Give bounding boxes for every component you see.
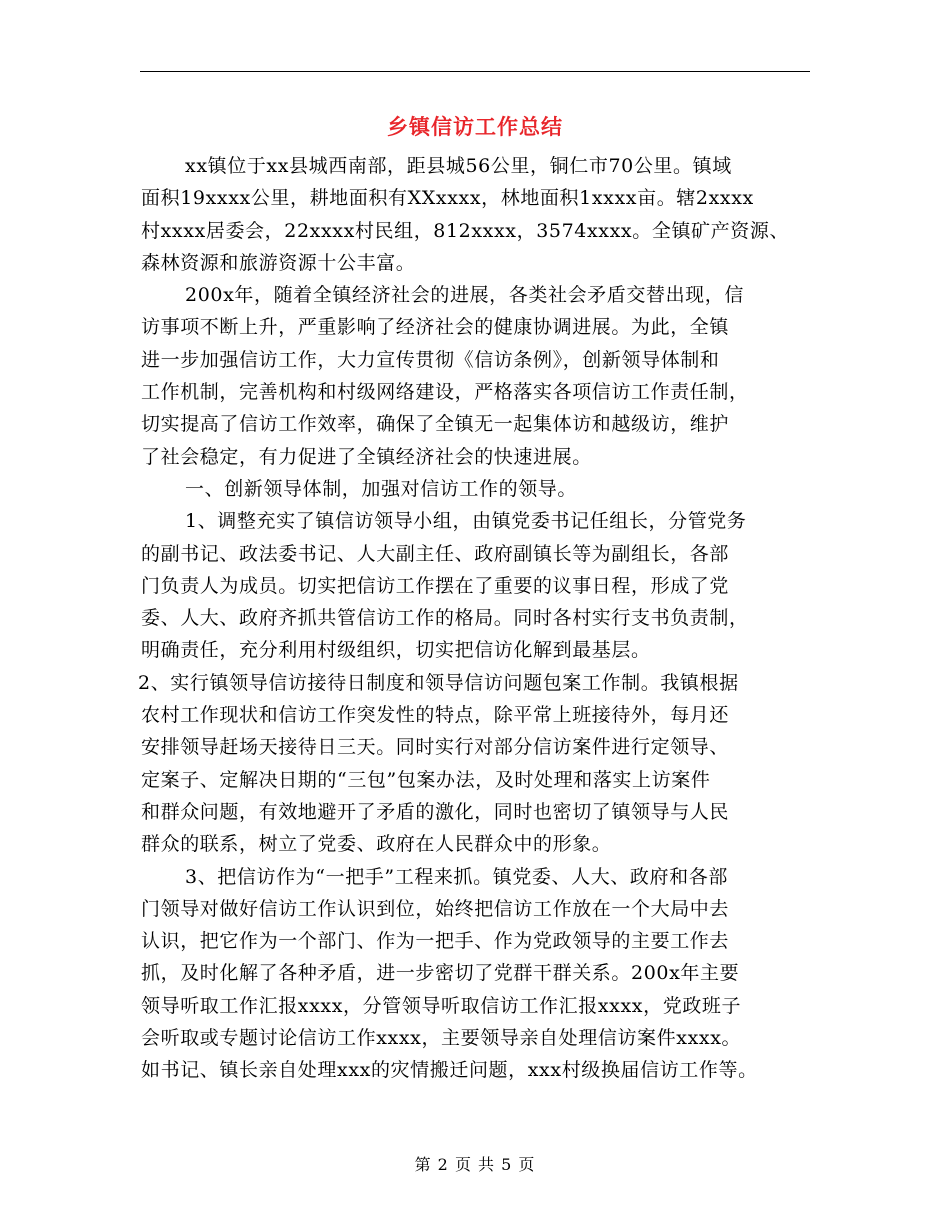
body-line: 1、调整充实了镇信访领导小组，由镇党委书记任组长，分管党务 — [185, 510, 747, 533]
section-heading: 一、创新领导体制，加强对信访工作的领导。 — [185, 477, 578, 500]
document-title: 乡镇信访工作总结 — [387, 114, 563, 139]
body-line: 了社会稳定，有力促进了全镇经济社会的快速进展。 — [141, 445, 592, 468]
body-line: 面积19xxxx公里，耕地面积有XXxxxx，林地面积1xxxx亩。辖2xxxx — [141, 187, 754, 210]
body-line: 安排领导赶场天接待日三天。同时实行对部分信访案件进行定领导、 — [141, 736, 730, 759]
body-line: 委、人大、政府齐抓共管信访工作的格局。同时各村实行支书负责制， — [141, 607, 749, 630]
body-line: xx镇位于xx县城西南部，距县城56公里，铜仁市70公里。镇域 — [185, 155, 732, 177]
body-line: 3、把信访作为“一把手”工程来抓。镇党委、人大、政府和各部 — [185, 865, 728, 888]
header-rule — [140, 71, 810, 72]
body-line: 工作机制，完善机构和村级网络建设，严格落实各项信访工作责任制， — [141, 381, 749, 404]
body-line: 如书记、镇长亲自处理xxx的灾情搬迁问题，xxx村级换届信访工作等。 — [141, 1059, 758, 1082]
body-line: 的副书记、政法委书记、人大副主任、政府副镇长等为副组长，各部 — [141, 542, 730, 565]
body-line: 农村工作现状和信访工作突发性的特点，除平常上班接待外，每月还 — [141, 704, 730, 727]
body-line: 门领导对做好信访工作认识到位，始终把信访工作放在一个大局中去 — [141, 897, 730, 920]
body-line: 会听取或专题讨论信访工作xxxx，主要领导亲自处理信访案件xxxx。 — [141, 1027, 742, 1050]
page-number: 第 2 页 共 5 页 — [414, 1155, 536, 1174]
body-line: 村xxxx居委会，22xxxx村民组，812xxxx，3574xxxx。全镇矿产资源、 — [141, 219, 790, 242]
body-line: 明确责任，充分利用村级组织，切实把信访化解到最基层。 — [141, 639, 651, 662]
body-line: 领导听取工作汇报xxxx，分管领导听取信访工作汇报xxxx，党政班子 — [141, 994, 742, 1017]
body-line: 和群众问题，有效地避开了矛盾的激化，同时也密切了镇领导与人民 — [141, 800, 730, 823]
body-line: 定案子、定解决日期的“三包”包案办法，及时处理和落实上访案件 — [141, 768, 711, 791]
body-line: 进一步加强信访工作，大力宣传贯彻《信访条例》，创新领导体制和 — [141, 348, 720, 371]
body-line: 认识，把它作为一个部门、作为一把手、作为党政领导的主要工作去 — [141, 930, 730, 953]
body-line: 群众的联系，树立了党委、政府在人民群众中的形象。 — [141, 833, 612, 856]
body-line: 200x年，随着全镇经济社会的进展，各类社会矛盾交替出现，信 — [185, 284, 744, 307]
body-line: 切实提高了信访工作效率，确保了全镇无一起集体访和越级访，维护 — [141, 413, 730, 436]
body-line: 门负责人为成员。切实把信访工作摆在了重要的议事日程，形成了党 — [141, 574, 730, 597]
document-body — [138, 150, 817, 1087]
body-line: 2、实行镇领导信访接待日制度和领导信访问题包案工作制。我镇根据 — [138, 671, 739, 694]
body-line: 抓，及时化解了各种矛盾，进一步密切了党群干群关系。200x年主要 — [141, 962, 740, 985]
body-line: 访事项不断上升，严重影响了经济社会的健康协调进展。为此，全镇 — [141, 316, 730, 339]
body-line: 森林资源和旅游资源十公丰富。 — [141, 251, 416, 274]
